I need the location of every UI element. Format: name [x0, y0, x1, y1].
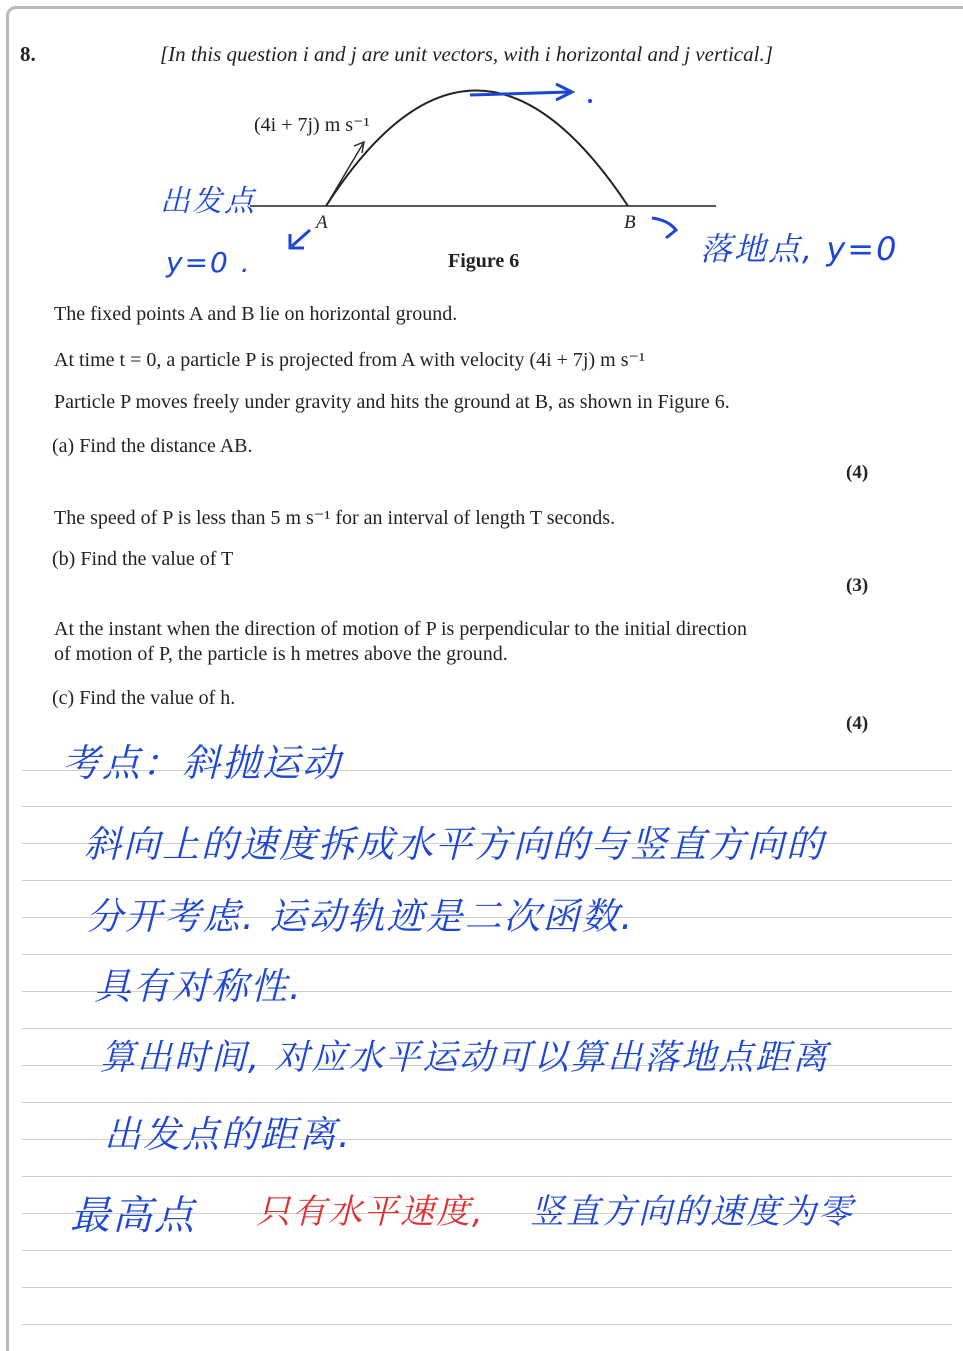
- hw-launch-y: y=0 .: [166, 246, 252, 279]
- point-a-label: A: [316, 212, 328, 233]
- hw-note-line-2: 斜向上的速度拆成水平方向的与竖直方向的: [84, 823, 825, 866]
- hw-note-line-3: 分开考虑. 运动轨迹是二次函数.: [86, 895, 635, 938]
- answer-rule: [22, 954, 952, 955]
- velocity-arrow: [326, 142, 364, 206]
- body-line-4: The speed of P is less than 5 m s⁻¹ for an interval of length T seconds.: [54, 507, 616, 529]
- mark-b: (3): [846, 575, 869, 596]
- hw-arrow-from-b: [652, 218, 676, 238]
- hw-dot: [588, 99, 592, 103]
- body-line-5b: of motion of P, the particle is h metres above the ground.: [54, 643, 508, 665]
- part-b: (b) Find the value of T: [52, 548, 234, 570]
- hw-arrow-to-a: [292, 230, 310, 246]
- point-b-label: B: [624, 212, 636, 233]
- hw-note-line-5: 算出时间, 对应水平运动可以算出落地点距离: [100, 1038, 830, 1078]
- hw-note-line-1: 考点：斜抛运动: [62, 741, 343, 785]
- answer-rule: [22, 1250, 952, 1251]
- answer-rule: [22, 1176, 952, 1177]
- part-c: (c) Find the value of h.: [52, 687, 236, 709]
- hw-launch-point: 出发点: [160, 184, 256, 219]
- hw-note-line-4: 具有对称性.: [94, 965, 303, 1008]
- answer-rule: [22, 1028, 952, 1029]
- question-intro: [In this question i and j are unit vectors, with i horizontal and j vertical.]: [160, 42, 773, 66]
- body-line-2: At time t = 0, a particle P is projected from A with velocity (4i + 7j) m s⁻¹: [54, 349, 646, 371]
- velocity-label: (4i + 7j) m s⁻¹: [254, 114, 370, 136]
- mark-a: (4): [846, 462, 869, 483]
- question-number: 8.: [20, 42, 36, 66]
- answer-rule: [22, 1287, 952, 1288]
- answer-rule: [22, 1102, 952, 1103]
- hw-note-line-7b: 竖直方向的速度为零: [530, 1192, 854, 1232]
- part-a: (a) Find the distance AB.: [52, 435, 253, 457]
- trajectory-curve: [326, 91, 628, 207]
- mark-c: (4): [846, 713, 869, 734]
- answer-rule: [22, 880, 952, 881]
- hw-note-line-6: 出发点的距离.: [104, 1113, 352, 1156]
- hw-note-line-7a: 最高点: [70, 1193, 196, 1239]
- hw-landing-point: 落地点, y=0: [700, 230, 899, 268]
- figure-caption: Figure 6: [448, 250, 520, 272]
- body-line-3: Particle P moves freely under gravity and hits the ground at B, as shown in Figure 6.: [54, 391, 730, 413]
- answer-rule: [22, 1324, 952, 1325]
- hw-horizontal-velocity-arrow: [470, 92, 570, 95]
- answer-rule: [22, 806, 952, 807]
- hw-note-line-7-red: 只有水平速度,: [256, 1192, 485, 1232]
- body-line-5a: At the instant when the direction of motion of P is perpendicular to the initial direction: [54, 618, 747, 640]
- body-line-1: The fixed points A and B lie on horizontal ground.: [54, 303, 458, 325]
